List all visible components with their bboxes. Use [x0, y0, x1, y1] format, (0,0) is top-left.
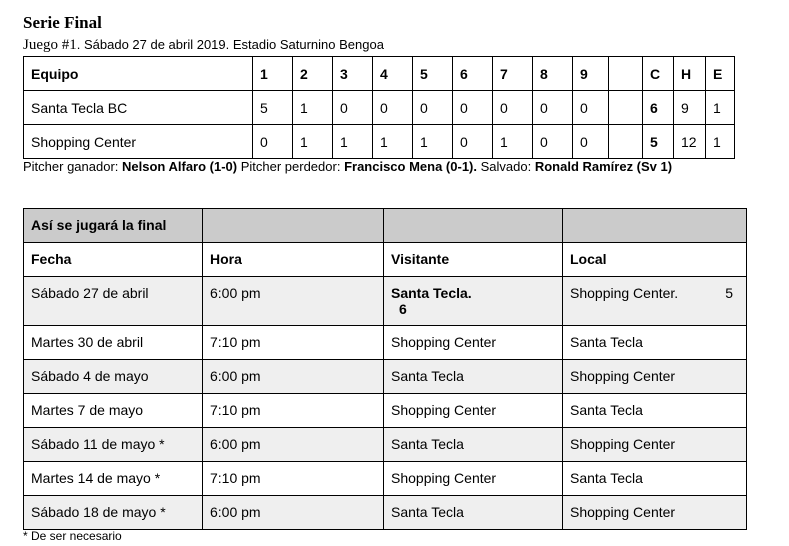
blank-cell	[609, 125, 643, 159]
runs-total: 6	[643, 91, 674, 125]
banner-empty-cell	[203, 209, 384, 243]
local-team: Shopping Center	[563, 428, 747, 462]
inning-score: 0	[453, 125, 493, 159]
visitor-team: Santa Tecla	[384, 496, 563, 530]
visitor-cell	[384, 277, 563, 326]
inning-score: 1	[373, 125, 413, 159]
col-header: 6	[453, 57, 493, 91]
visitor-team: Santa Tecla	[384, 360, 563, 394]
local-team: Shopping Center	[563, 360, 747, 394]
inning-score: 0	[373, 91, 413, 125]
col-header: H	[674, 57, 706, 91]
linescore-row	[24, 125, 735, 159]
col-header: 5	[413, 57, 453, 91]
hits-total: 9	[674, 91, 706, 125]
schedule-row	[24, 360, 747, 394]
inning-score: 5	[253, 91, 293, 125]
col-header: 9	[573, 57, 609, 91]
col-header: 2	[293, 57, 333, 91]
visitor-team: Santa Tecla	[384, 428, 563, 462]
game-subtitle	[23, 36, 384, 54]
col-header: 4	[373, 57, 413, 91]
team-name: Santa Tecla BC	[24, 91, 253, 125]
local-team: Santa Tecla	[563, 394, 747, 428]
visitor-team: Shopping Center	[384, 326, 563, 360]
win-pitcher: Nelson Alfaro (1-0)	[122, 159, 238, 174]
errors-total: 1	[706, 125, 735, 159]
inning-score: 1	[293, 91, 333, 125]
team-name: Shopping Center	[24, 125, 253, 159]
inning-score: 0	[453, 91, 493, 125]
loss-pitcher: Francisco Mena (0-1).	[344, 159, 477, 174]
local-cell	[563, 277, 747, 326]
banner-empty-cell	[384, 209, 563, 243]
inning-score: 0	[533, 125, 573, 159]
game-date: Martes 30 de abril	[24, 326, 203, 360]
inning-score: 0	[533, 91, 573, 125]
save-label: Salvado:	[477, 159, 535, 174]
inning-score: 1	[293, 125, 333, 159]
game-time: 7:10 pm	[203, 326, 384, 360]
local-team: Shopping Center.	[570, 285, 679, 301]
col-header: 7	[493, 57, 533, 91]
schedule-table	[23, 208, 747, 530]
inning-score: 1	[333, 125, 373, 159]
game-date: Martes 14 de mayo *	[24, 462, 203, 496]
schedule-row	[24, 326, 747, 360]
local-score: 5	[725, 285, 733, 301]
runs-total: 5	[643, 125, 674, 159]
inning-score: 0	[413, 91, 453, 125]
inning-score: 0	[253, 125, 293, 159]
game-time: 7:10 pm	[203, 462, 384, 496]
banner-empty-cell	[563, 209, 747, 243]
local-team: Shopping Center	[563, 496, 747, 530]
game-time: 6:00 pm	[203, 360, 384, 394]
inning-score: 0	[573, 91, 609, 125]
page-title: Serie Final	[23, 13, 102, 32]
inning-score: 0	[493, 91, 533, 125]
schedule-row	[24, 394, 747, 428]
save-pitcher: Ronald Ramírez (Sv 1)	[534, 159, 673, 174]
blank-cell	[609, 91, 643, 125]
linescore-header-row	[24, 57, 735, 91]
game-time: 7:10 pm	[203, 394, 384, 428]
inning-score: 1	[413, 125, 453, 159]
schedule-row	[24, 428, 747, 462]
loss-label: Pitcher perdedor:	[237, 159, 345, 174]
schedule-row	[24, 277, 747, 326]
local-team: Santa Tecla	[563, 462, 747, 496]
col-header: E	[706, 57, 735, 91]
col-header: 1	[253, 57, 293, 91]
col-header-visitante: Visitante	[384, 243, 563, 277]
game-label: Juego #1	[23, 37, 77, 53]
col-header	[609, 57, 643, 91]
schedule-row	[24, 462, 747, 496]
schedule-row	[24, 496, 747, 530]
col-header: 8	[533, 57, 573, 91]
visitor-score: 6	[399, 301, 407, 317]
schedule-banner-row	[24, 209, 747, 243]
game-time: 6:00 pm	[203, 428, 384, 462]
game-detail: . Sábado 27 de abril 2019. Estadio Saturnino Bengoa	[76, 37, 384, 52]
visitor-team: Shopping Center	[384, 394, 563, 428]
hits-total: 12	[674, 125, 706, 159]
schedule-banner: Así se jugará la final	[24, 209, 203, 243]
linescore-row	[24, 91, 735, 125]
visitor-team: Santa Tecla.	[391, 285, 472, 301]
game-date: Martes 7 de mayo	[24, 394, 203, 428]
game-date: Sábado 27 de abril	[24, 277, 203, 326]
inning-score: 0	[333, 91, 373, 125]
local-team: Santa Tecla	[563, 326, 747, 360]
col-header: C	[643, 57, 674, 91]
schedule-header-row	[24, 243, 747, 277]
win-label: Pitcher ganador:	[23, 159, 123, 174]
col-header-fecha: Fecha	[24, 243, 203, 277]
inning-score: 0	[573, 125, 609, 159]
inning-score: 1	[493, 125, 533, 159]
pitcher-summary	[23, 159, 672, 175]
footnote: * De ser necesario	[23, 529, 122, 543]
game-date: Sábado 18 de mayo *	[24, 496, 203, 530]
game-date: Sábado 11 de mayo *	[24, 428, 203, 462]
col-header-hora: Hora	[203, 243, 384, 277]
col-header: Equipo	[24, 57, 253, 91]
game-time: 6:00 pm	[203, 277, 384, 326]
col-header: 3	[333, 57, 373, 91]
col-header-local: Local	[563, 243, 747, 277]
visitor-team: Shopping Center	[384, 462, 563, 496]
game-time: 6:00 pm	[203, 496, 384, 530]
errors-total: 1	[706, 91, 735, 125]
game-date: Sábado 4 de mayo	[24, 360, 203, 394]
linescore-table	[23, 56, 735, 159]
